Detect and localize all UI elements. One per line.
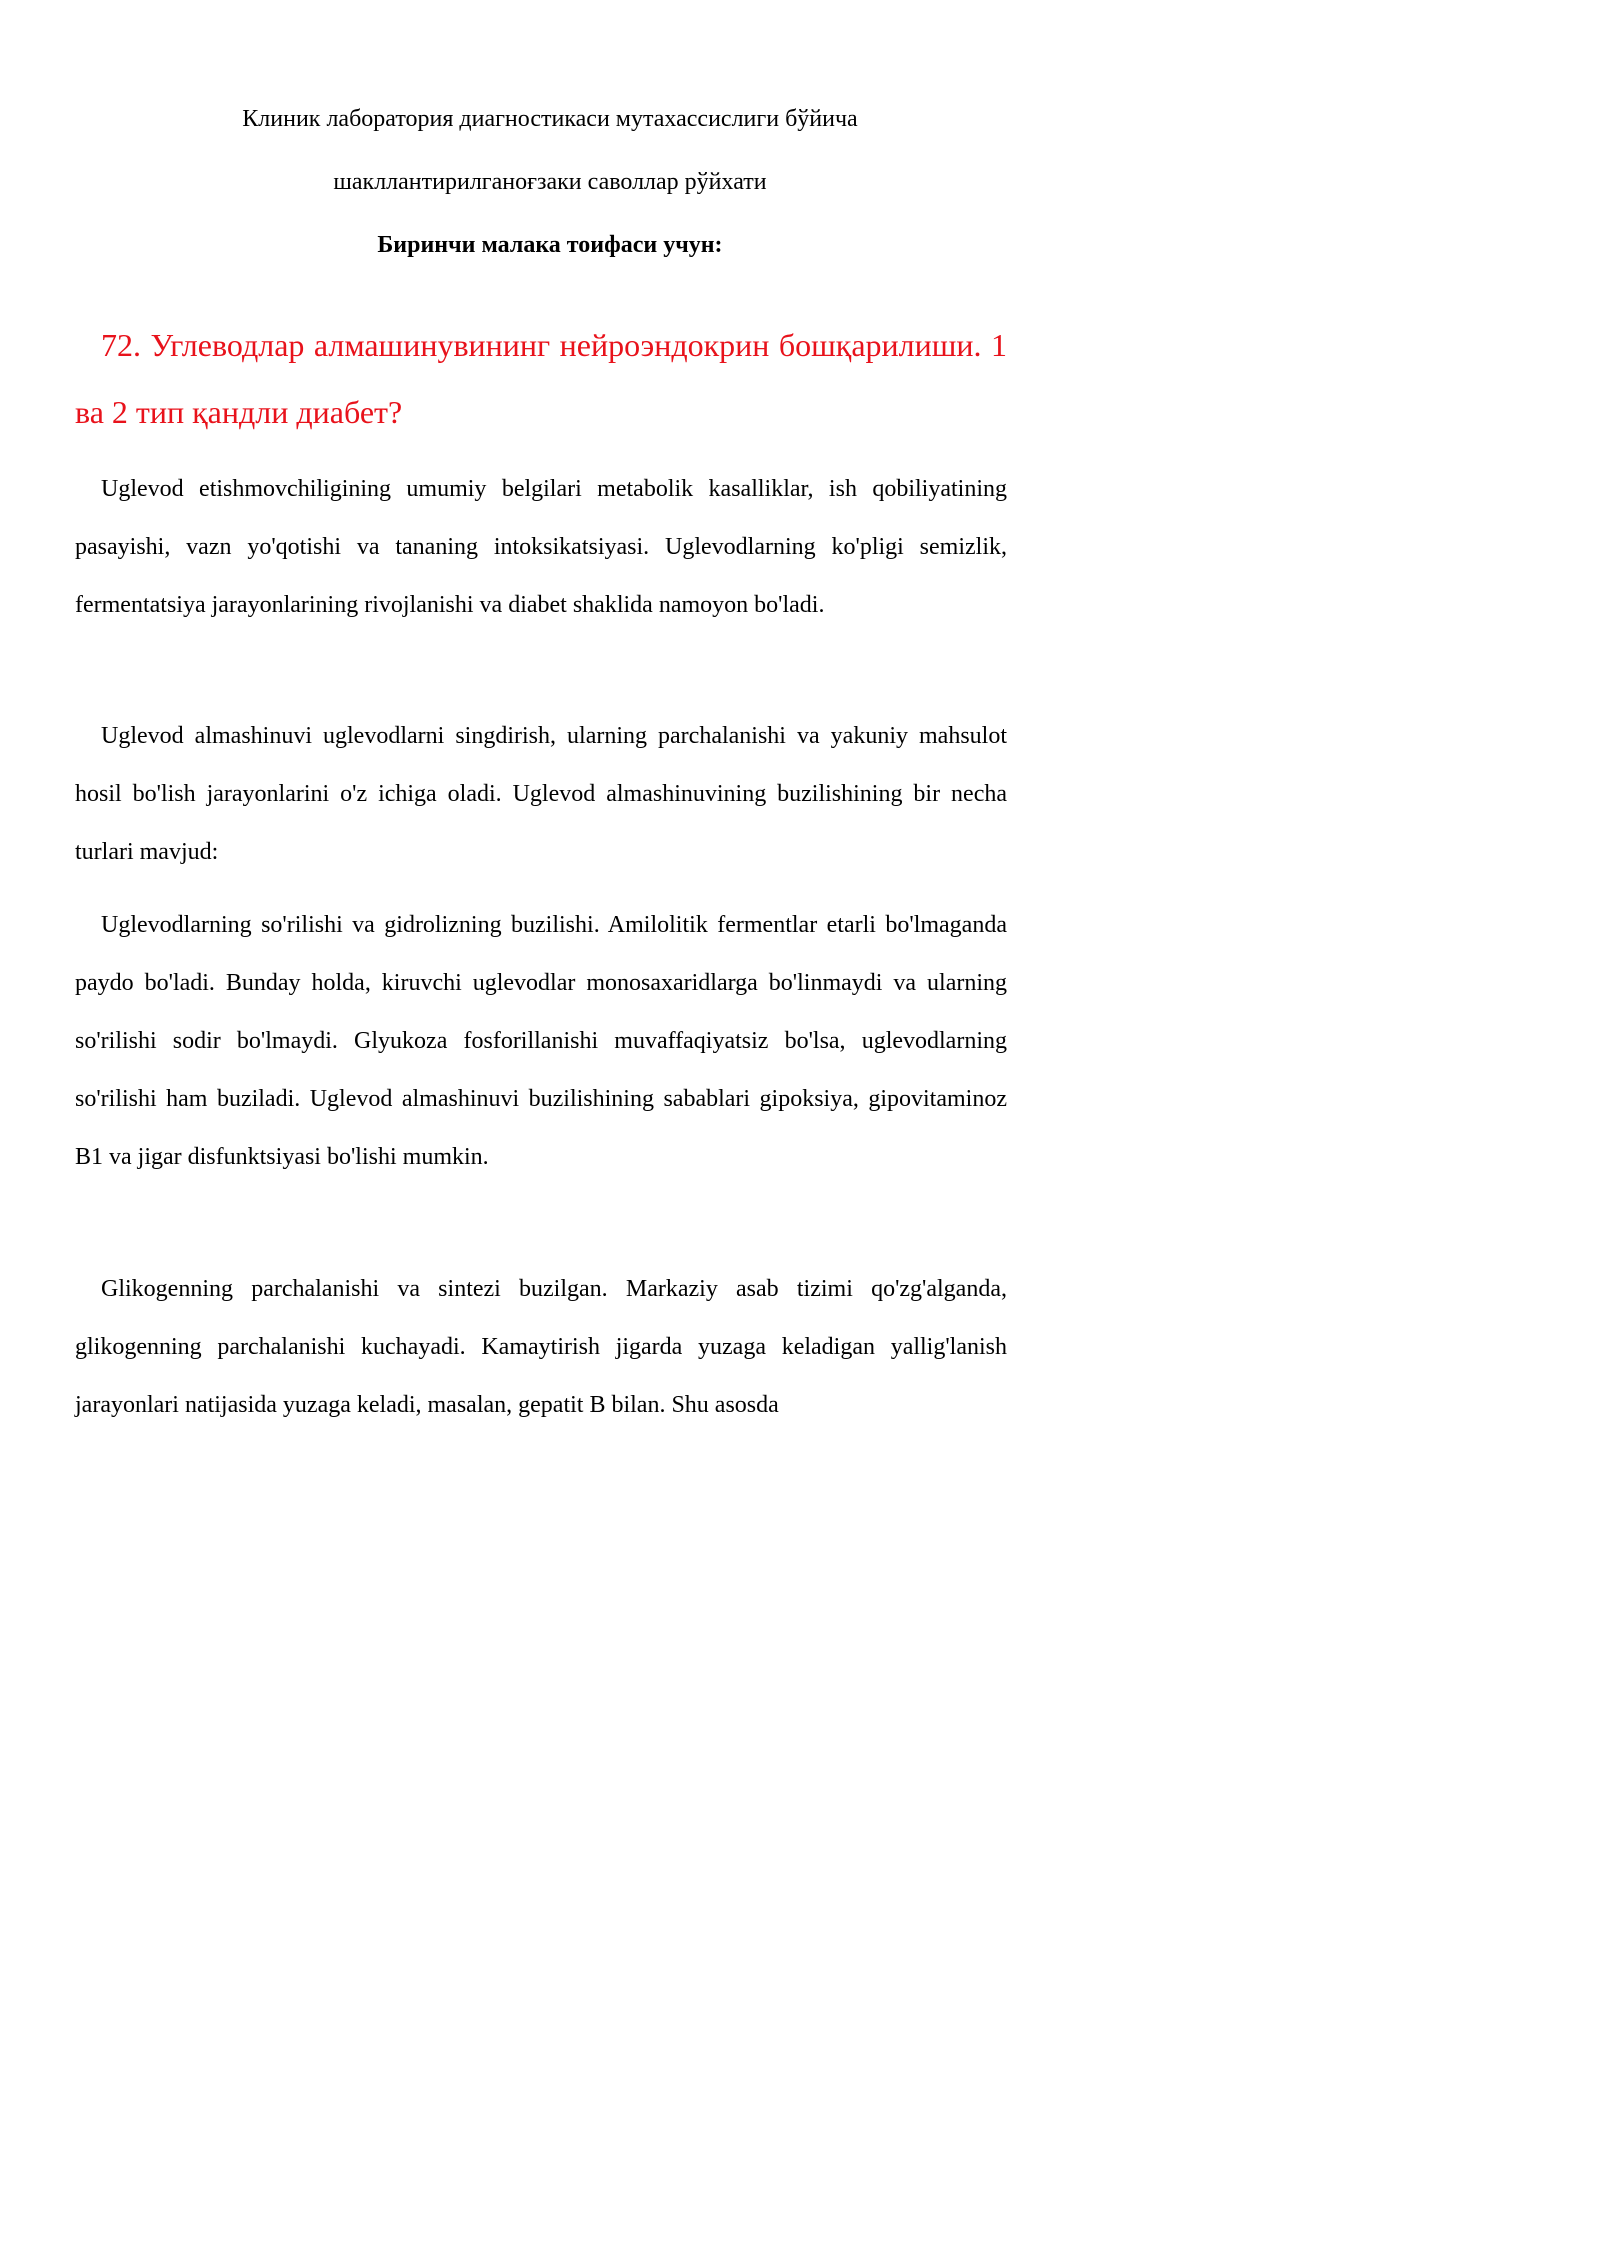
document-title-line-1: Клиник лаборатория диагностикаси мутахассислиги бўйича [242, 106, 858, 132]
document-title-line-2: шакллантирилганоғзаки саволлар рўйхати [333, 169, 767, 195]
body-paragraph-4: Glikogenning parchalanishi va sintezi buzilgan. Markaziy asab tizimi qo'zg'alganda, glikogenning parchalanishi kuchayadi. Kamaytirish jigarda yuzaga keladigan yallig'lanish jarayonlari natijasida yuzaga keladi, masalan, gepatit B bilan. Shu asosda [75, 1276, 1007, 1418]
question-heading: 72. Углеводлар алмашинувининг нейроэндокрин бошқарилиши. 1 ва 2 тип қандли диабет? [75, 327, 1007, 430]
body-paragraph-3: Uglevodlarning so'rilishi va gidrolizning buzilishi. Amilolitik fermentlar etarli bo'lmaganda paydo bo'ladi. Bunday holda, kiruvchi uglevodlar monosaxaridlarga bo'linmaydi va ularning so'rilishi sodir bo'lmaydi. Glyukoza fosforillanishi muvaffaqiyatsiz bo'lsa, uglevodlarning so'rilishi ham buziladi. Uglevod almashinuvi buzilishining sabablari gipoksiya, gipovitaminoz B1 va jigar disfunktsiyasi bo'lishi mumkin. [75, 912, 1007, 1170]
body-paragraph-1: Uglevod etishmovchiligining umumiy belgilari metabolik kasalliklar, ish qobiliyatining pasayishi, vazn yo'qotishi va tananing intoksikatsiyasi. Uglevodlarning ko'pligi semizlik, fermentatsiya jarayonlarining rivojlanishi va diabet shaklida namoyon bo'ladi. [75, 476, 1007, 618]
document-subtitle: Биринчи малака тоифаси учун: [377, 232, 723, 258]
document-page [0, 0, 1100, 1555]
body-paragraph-2: Uglevod almashinuvi uglevodlarni singdirish, ularning parchalanishi va yakuniy mahsulot hosil bo'lish jarayonlarini o'z ichiga oladi. Uglevod almashinuvining buzilishining bir necha turlari mavjud: [75, 723, 1007, 865]
